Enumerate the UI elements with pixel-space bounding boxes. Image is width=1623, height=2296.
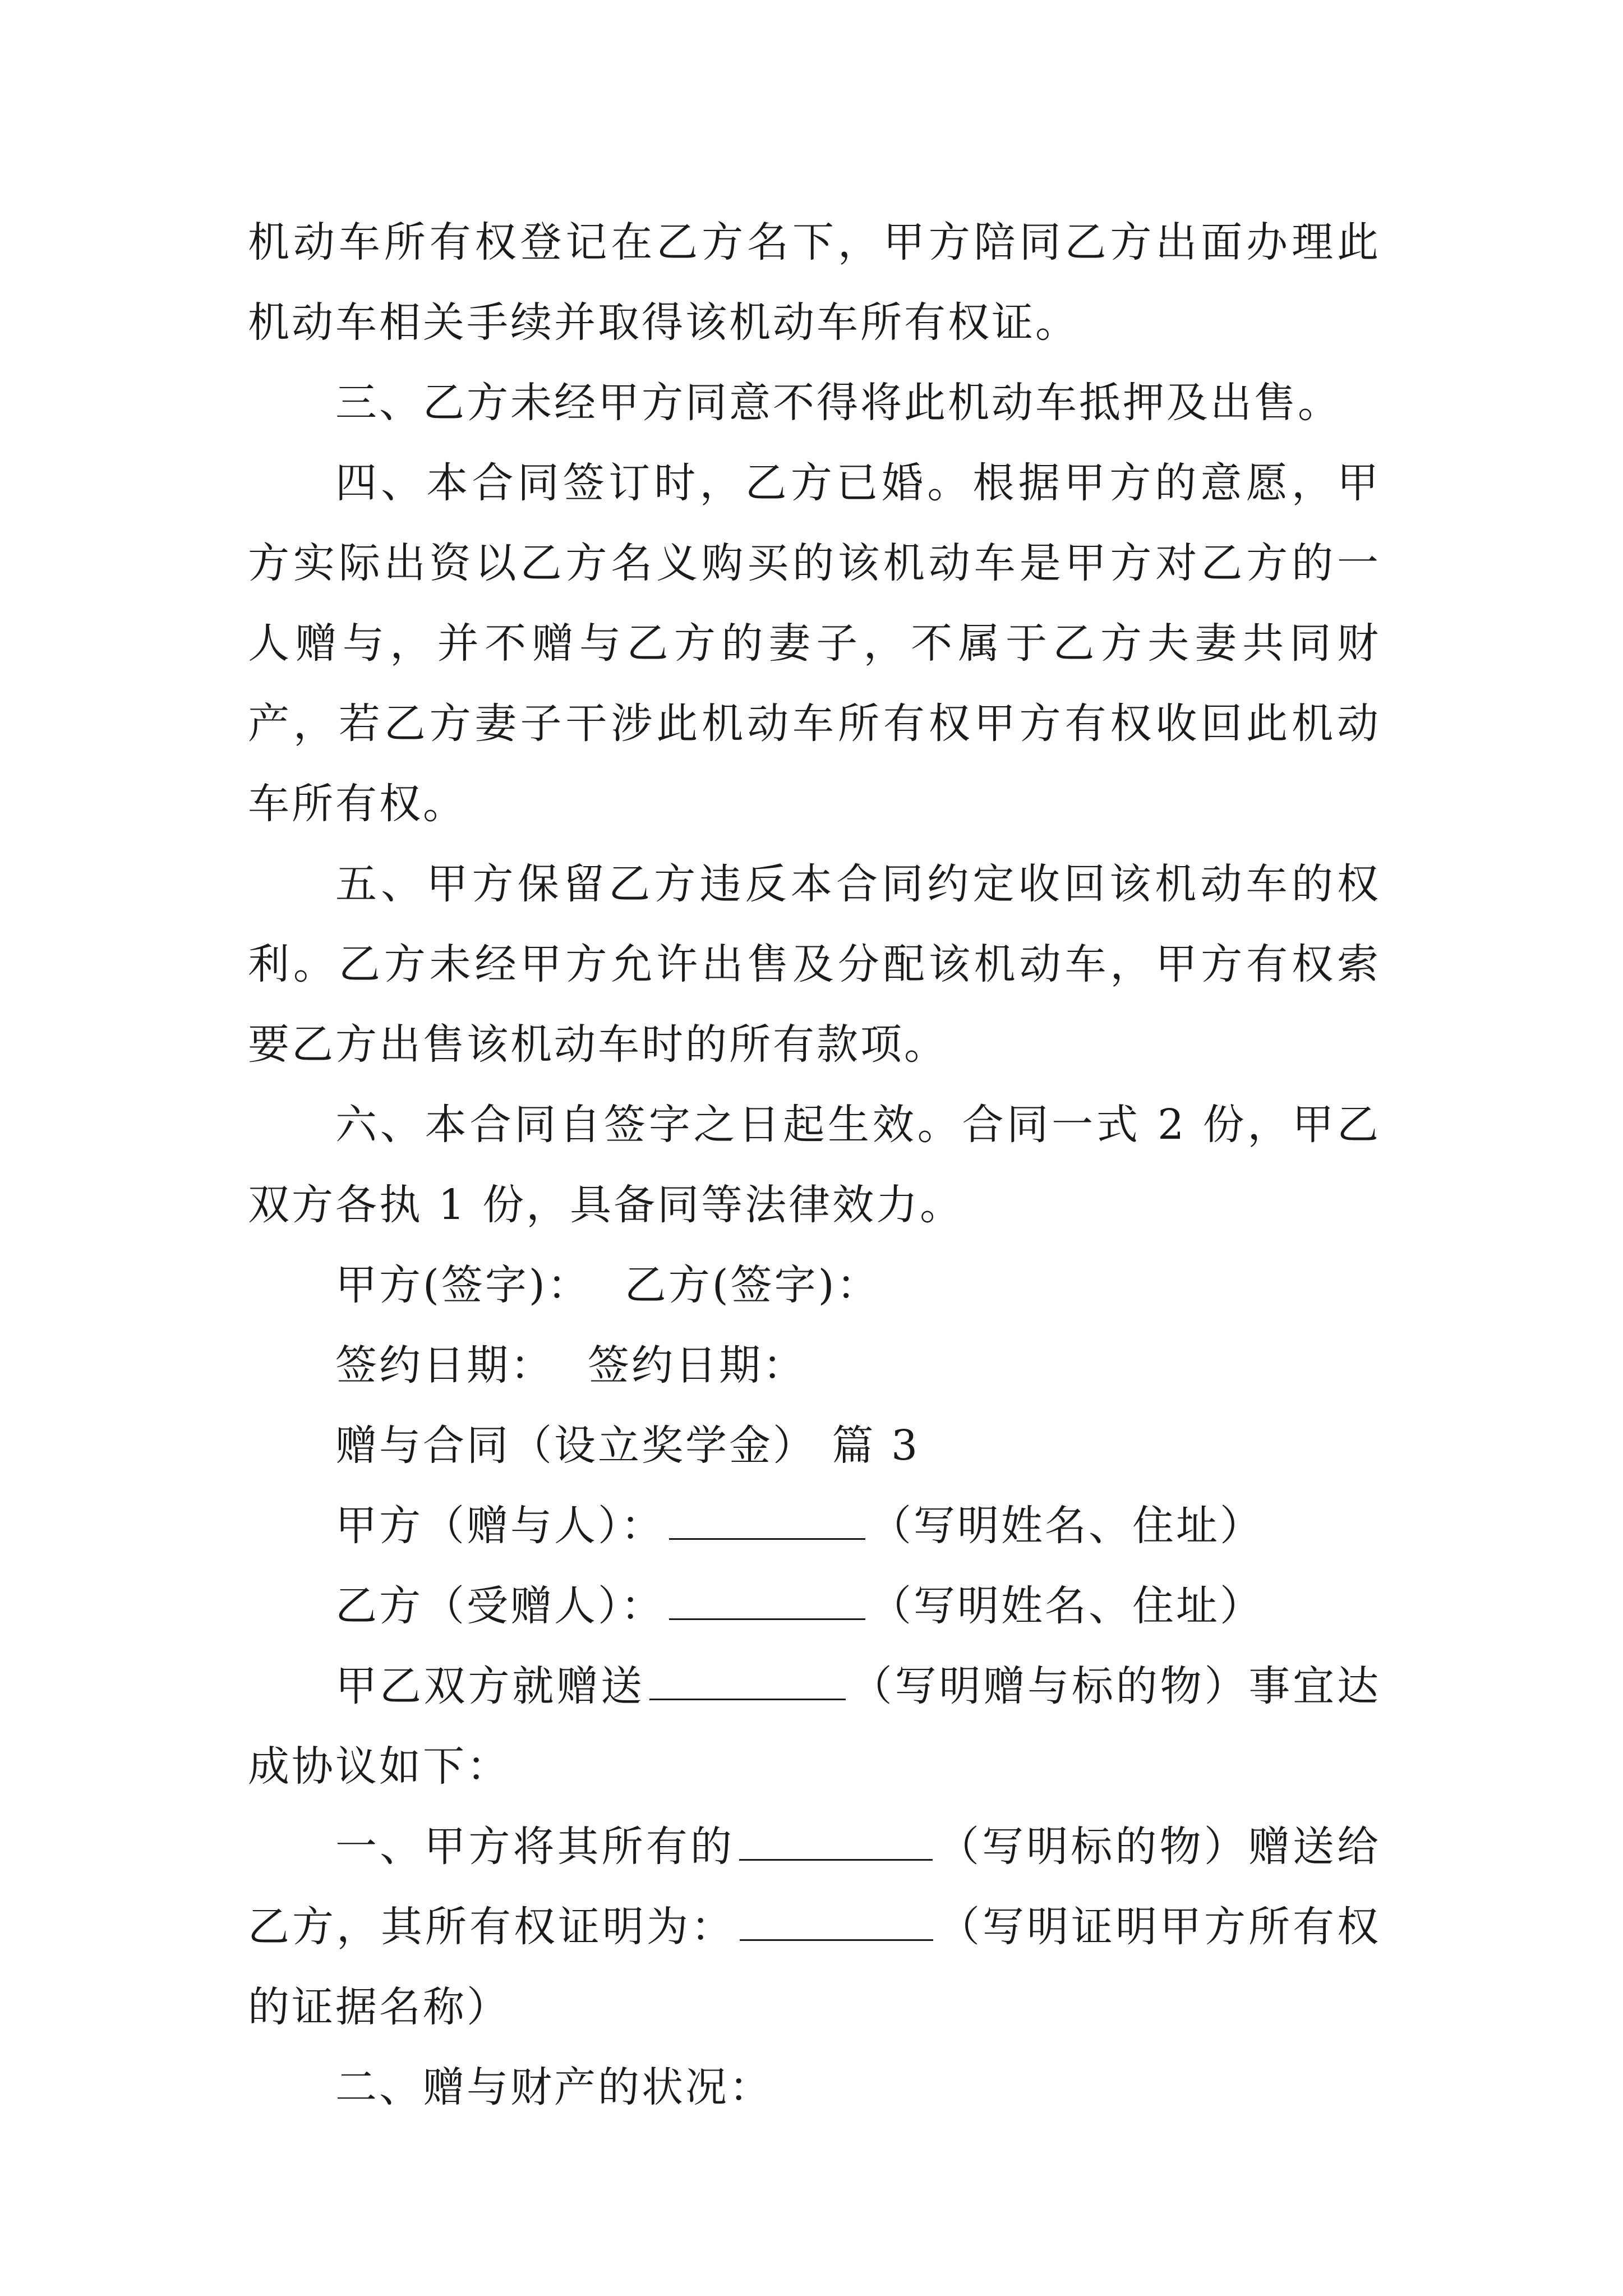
signature-line <box>248 1245 1381 1326</box>
item-two: 二、赠与财产的状况： <box>335 2063 773 2111</box>
party-b-label: 乙方（受赠人）： <box>335 1582 665 1630</box>
date-line <box>248 1326 1381 1406</box>
party-a-date-label: 签约日期： <box>335 1341 554 1389</box>
agreement-intro <box>248 1646 1381 1807</box>
party-a-blank <box>669 1499 865 1540</box>
clause-four: 四、本合同签订时，乙方已婚。根据甲方的意愿，甲方实际出资以乙方名义购买的该机动车是甲方对乙方的一人赠与，并不赠与乙方的妻子，不属于乙方夫妻共同财产，若乙方妻子干涉此机动车所有权甲方有权收回此机动车所有权。 <box>248 459 1381 828</box>
clause-six: 六、本合同自签字之日起生效。合同一式 2 份，甲乙双方各执 1 份，具备同等法律效力。 <box>248 1101 1381 1229</box>
section-title: 赠与合同（设立奖学金） 篇 3 <box>335 1421 920 1470</box>
party-b-date-label: 签约日期： <box>588 1341 806 1389</box>
party-a-label: 甲方（赠与人）： <box>335 1502 665 1550</box>
document-body <box>248 203 1381 2128</box>
agreement-suffix: （写明赠与标的物）事宜达成协议如下： <box>248 1662 1381 1791</box>
gift-object-blank <box>649 1659 846 1700</box>
paragraph-vehicle-registration: 机动车所有权登记在乙方名下，甲方陪同乙方出面办理此机动车相关手续并取得该机动车所有权证。 <box>248 218 1381 347</box>
subject-matter-blank <box>739 1820 933 1861</box>
clause-five: 五、甲方保留乙方违反本合同约定收回该机动车的权利。乙方未经甲方允许出售及分配该机动车，甲方有权索要乙方出售该机动车时的所有款项。 <box>248 860 1381 1069</box>
party-b-line <box>248 1566 1381 1646</box>
item-one-suffix: （写明证明甲方所有权的证据名称） <box>248 1903 1381 2031</box>
party-b-blank <box>669 1579 865 1620</box>
item-one-prefix: 一、甲方将其所有的 <box>335 1823 735 1871</box>
item-one <box>248 1807 1381 2047</box>
agreement-prefix: 甲乙双方就赠送 <box>335 1662 645 1710</box>
party-b-note: （写明姓名、住址） <box>870 1582 1264 1630</box>
clause-three: 三、乙方未经甲方同意不得将此机动车抵押及出售。 <box>335 379 1341 427</box>
party-a-signature-label: 甲方(签字)： <box>335 1261 591 1309</box>
item-one-middle: （写明标的物）赠送给乙方，其所有权证明为： <box>248 1823 1381 1951</box>
ownership-proof-blank <box>740 1900 933 1941</box>
party-b-signature-label: 乙方(签字)： <box>624 1261 880 1309</box>
party-a-note: （写明姓名、住址） <box>870 1502 1264 1550</box>
party-a-line <box>248 1486 1381 1566</box>
